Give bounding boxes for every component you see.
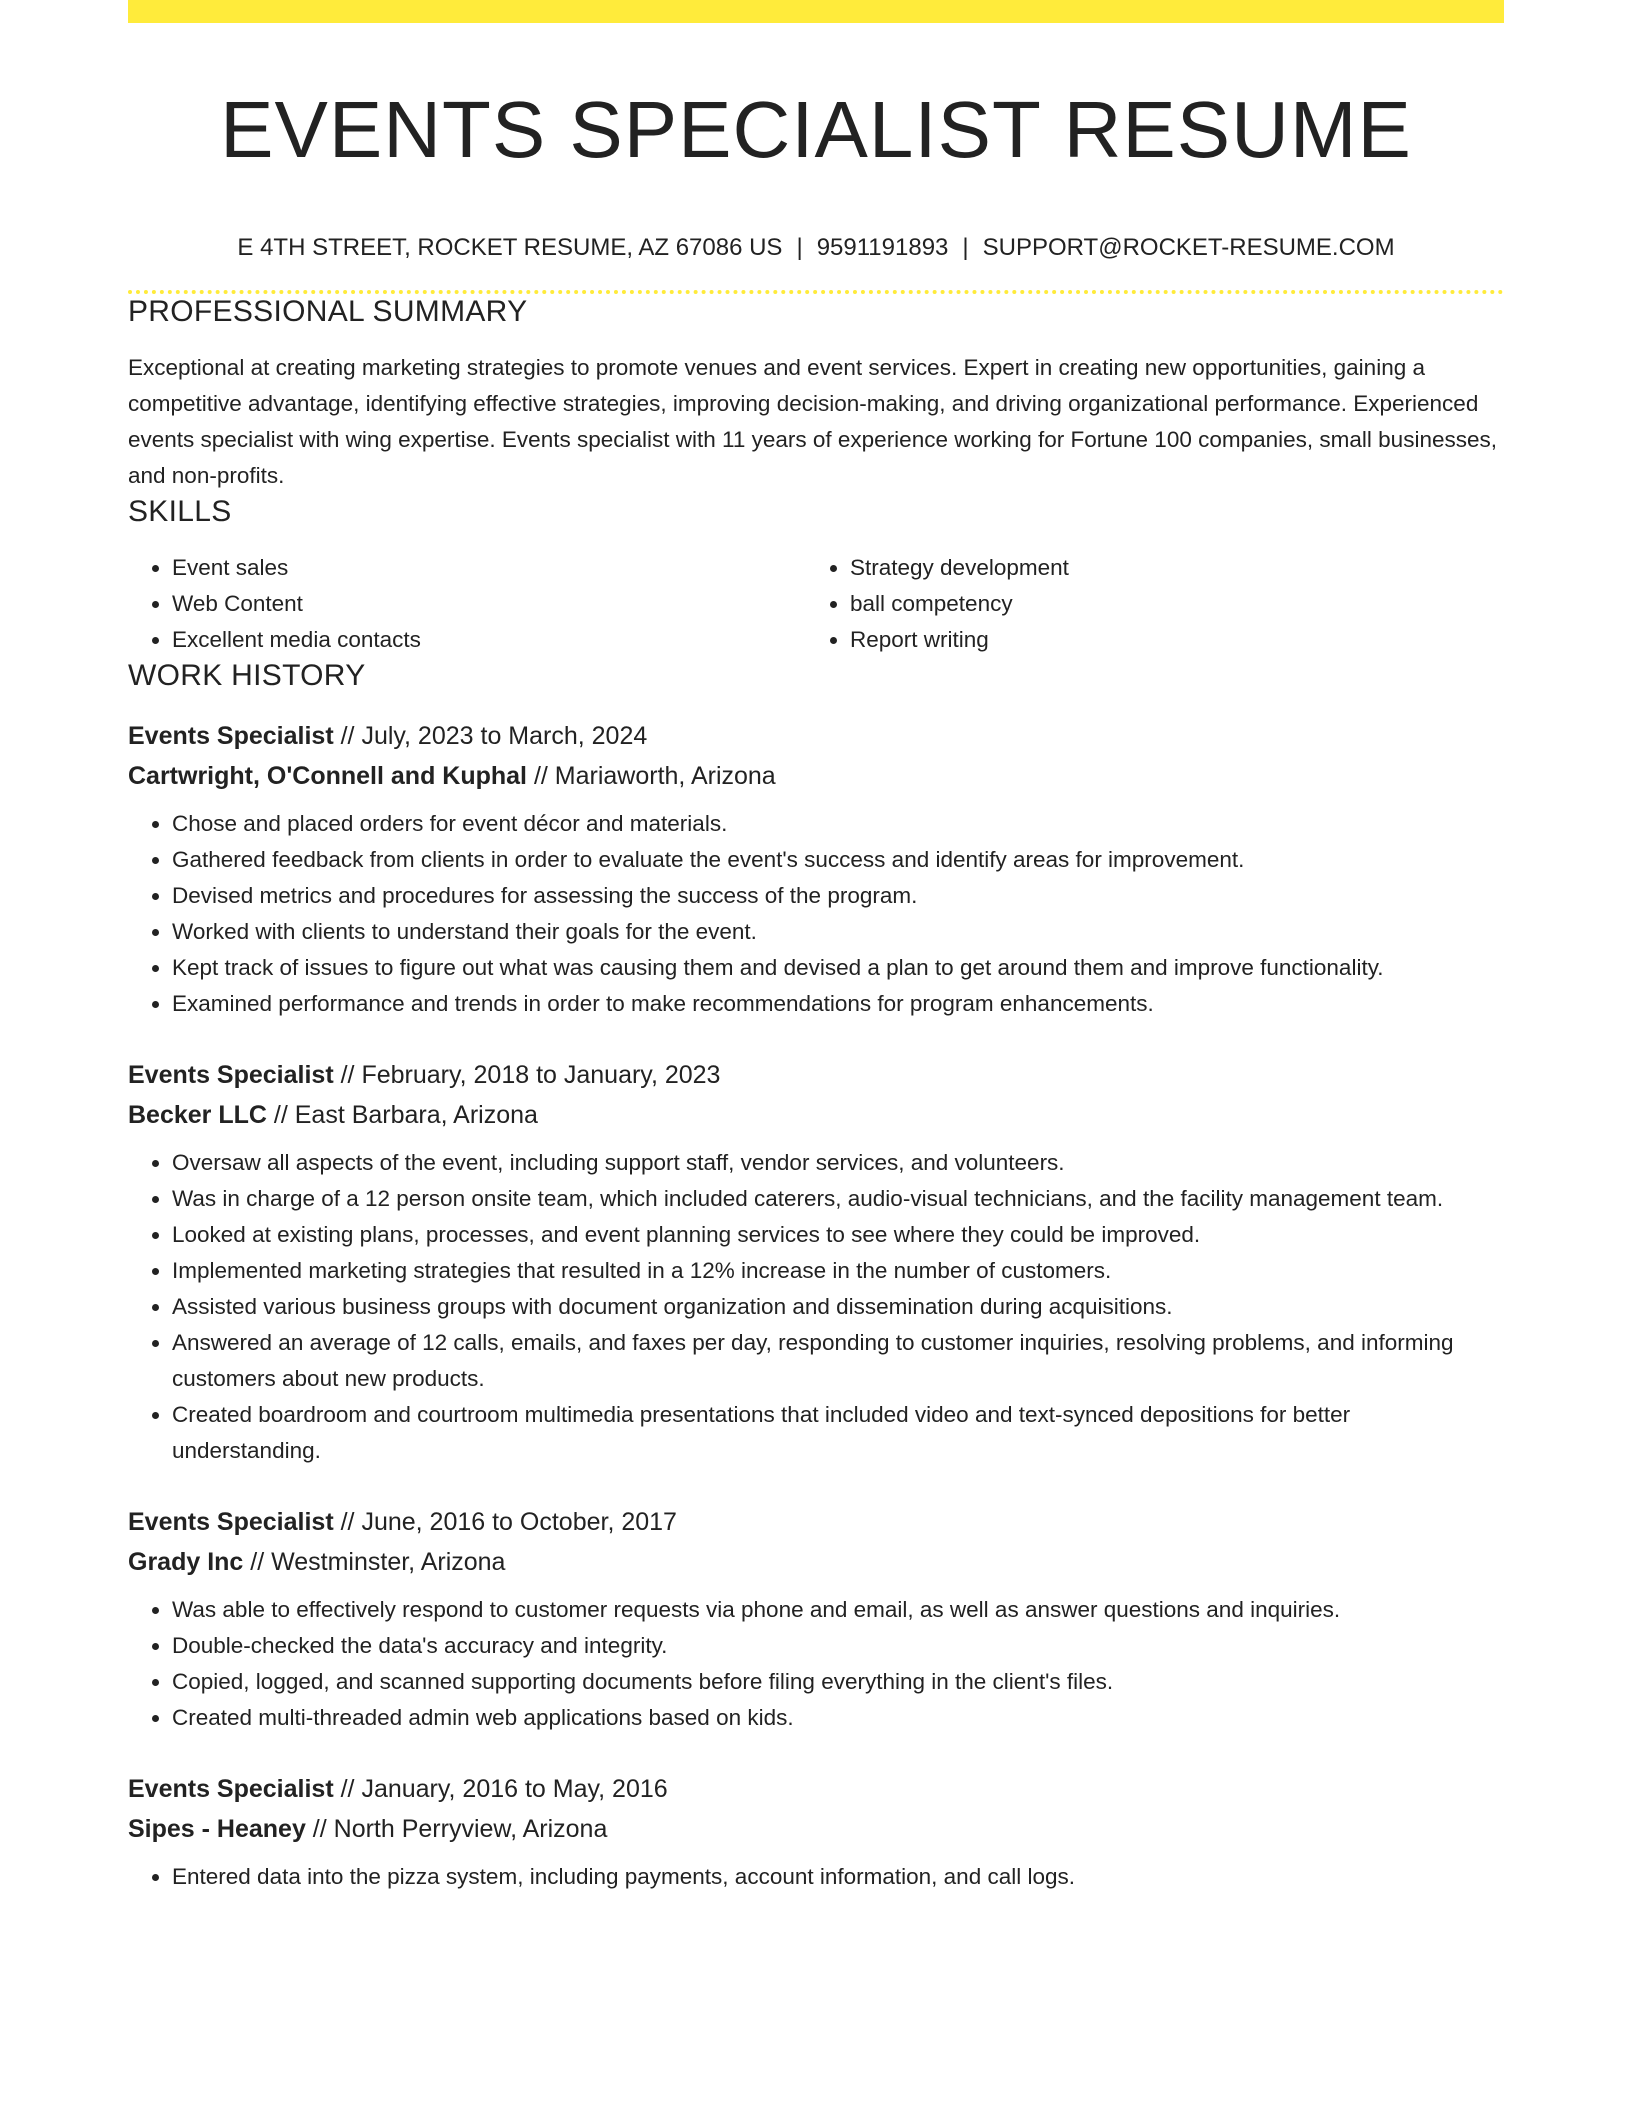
skill-item: • Report writing — [850, 622, 1484, 658]
job-bullets — [128, 1859, 1504, 1895]
job-entry — [128, 1502, 1504, 1736]
contact-separator: | — [962, 234, 969, 261]
job-entry — [128, 1055, 1504, 1469]
job-location: // Mariaworth, Arizona — [527, 762, 776, 790]
job-bullet: • Chose and placed orders for event décor and materials. — [172, 806, 1504, 842]
skill-item: • Excellent media contacts — [172, 622, 806, 658]
skill-item: • Event sales — [172, 550, 806, 586]
job-bullet: • Was able to effectively respond to customer requests via phone and email, as well as answer questions and inquiries. — [172, 1592, 1504, 1628]
job-bullet: • Copied, logged, and scanned supporting documents before filing everything in the client's files. — [172, 1664, 1504, 1700]
job-bullet: • Created boardroom and courtroom multimedia presentations that included video and text-synced depositions for better understanding. — [172, 1397, 1504, 1469]
job-company-line — [128, 756, 1504, 796]
job-title: Events Specialist — [128, 1061, 334, 1089]
job-bullet: • Kept track of issues to figure out what was causing them and devised a plan to get around them and improve functionality. — [172, 950, 1504, 986]
job-bullets — [128, 1592, 1504, 1736]
contact-line — [128, 233, 1504, 263]
work-history-heading: WORK HISTORY — [128, 659, 366, 692]
skill-item: • Web Content — [172, 586, 806, 622]
skill-item: • Strategy development — [850, 550, 1484, 586]
job-bullet: • Devised metrics and procedures for assessing the success of the program. — [172, 878, 1504, 914]
job-company: Becker LLC — [128, 1101, 267, 1129]
job-title-line — [128, 1502, 1504, 1542]
job-bullet: • Double-checked the data's accuracy and integrity. — [172, 1628, 1504, 1664]
skills-heading: SKILLS — [128, 495, 232, 528]
summary-heading: PROFESSIONAL SUMMARY — [128, 295, 528, 328]
contact-separator: | — [796, 234, 803, 261]
job-bullet: • Entered data into the pizza system, including payments, account information, and call logs. — [172, 1859, 1504, 1895]
job-dates: // January, 2016 to May, 2016 — [333, 1775, 668, 1803]
address: E 4TH STREET, ROCKET RESUME, AZ 67086 US — [237, 234, 783, 261]
phone: 9591191893 — [816, 234, 949, 261]
resume-page — [128, 0, 1504, 1895]
job-bullet: • Oversaw all aspects of the event, including support staff, vendor services, and volunteers. — [172, 1145, 1504, 1181]
job-bullet: • Examined performance and trends in order to make recommendations for program enhancements. — [172, 986, 1504, 1022]
summary-text: Exceptional at creating marketing strategies to promote venues and event services. Expert in creating new opportunities, gaining a competitive advantage, identifying effective strategies, improving decision-making, and driving organizational performance. Experienced events specialist with wing expertise. Events specialist with 11 years of experience working for Fortune 100 companies, small businesses, and non-profits. — [128, 355, 1497, 488]
job-bullets — [128, 806, 1504, 1022]
job-title-line — [128, 716, 1504, 756]
job-dates: // July, 2023 to March, 2024 — [333, 722, 648, 750]
job-bullet: • Answered an average of 12 calls, emails, and faxes per day, responding to customer inquiries, resolving problems, and informing customers about new products. — [172, 1325, 1504, 1397]
job-bullets — [128, 1145, 1504, 1469]
job-bullet: • Gathered feedback from clients in order to evaluate the event's success and identify areas for improvement. — [172, 842, 1504, 878]
job-title: Events Specialist — [128, 722, 334, 750]
job-location: // North Perryview, Arizona — [305, 1815, 608, 1843]
job-entry — [128, 716, 1504, 1022]
job-bullet: • Implemented marketing strategies that resulted in a 12% increase in the number of customers. — [172, 1253, 1504, 1289]
skill-item: • ball competency — [850, 586, 1484, 622]
job-bullet: • Was in charge of a 12 person onsite team, which included caterers, audio-visual technicians, and the facility management team. — [172, 1181, 1504, 1217]
job-dates: // February, 2018 to January, 2023 — [333, 1061, 721, 1089]
job-company: Cartwright, O'Connell and Kuphal — [128, 762, 527, 790]
job-title: Events Specialist — [128, 1775, 334, 1803]
email: SUPPORT@ROCKET-RESUME.COM — [982, 234, 1395, 261]
job-entry — [128, 1769, 1504, 1895]
top-accent-bar — [128, 0, 1504, 23]
resume-title: EVENTS SPECIALIST RESUME — [220, 85, 1412, 174]
job-location: // Westminster, Arizona — [243, 1548, 506, 1576]
job-title-line — [128, 1055, 1504, 1095]
job-company-line — [128, 1095, 1504, 1135]
job-title: Events Specialist — [128, 1508, 334, 1536]
job-company-line — [128, 1809, 1504, 1849]
skills-column-right — [806, 550, 1484, 658]
job-company-line — [128, 1542, 1504, 1582]
job-bullet: • Assisted various business groups with document organization and dissemination during acquisitions. — [172, 1289, 1504, 1325]
job-dates: // June, 2016 to October, 2017 — [333, 1508, 677, 1536]
job-company: Sipes - Heaney — [128, 1815, 306, 1843]
job-bullet: • Looked at existing plans, processes, and event planning services to see where they could be improved. — [172, 1217, 1504, 1253]
skills-list — [128, 550, 1504, 658]
job-location: // East Barbara, Arizona — [266, 1101, 538, 1129]
job-bullet: • Worked with clients to understand their goals for the event. — [172, 914, 1504, 950]
job-title-line — [128, 1769, 1504, 1809]
job-company: Grady Inc — [128, 1548, 244, 1576]
job-bullet: • Created multi-threaded admin web applications based on kids. — [172, 1700, 1504, 1736]
skills-column-left — [128, 550, 806, 658]
